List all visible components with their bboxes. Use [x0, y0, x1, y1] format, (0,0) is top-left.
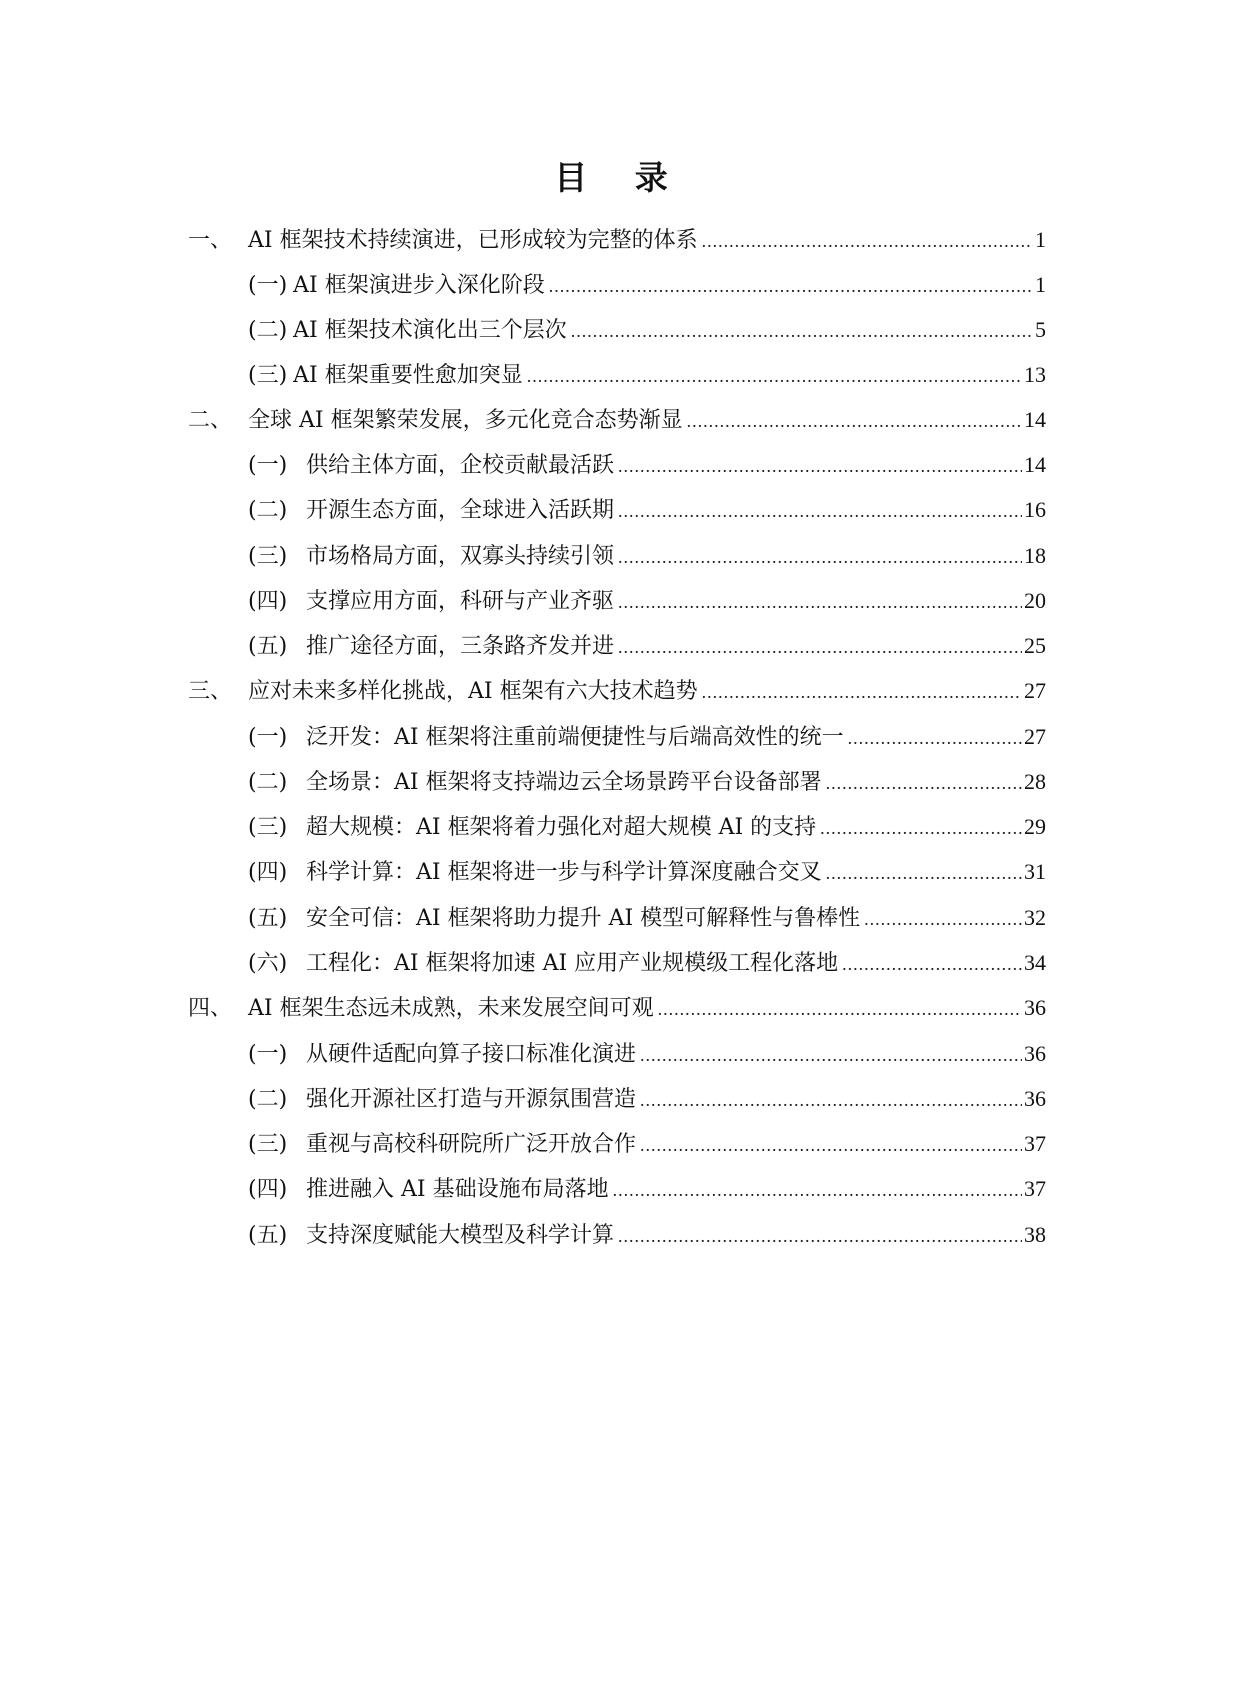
toc-entry-text: 安全可信：AI 框架将助力提升 AI 模型可解释性与鲁棒性 [306, 906, 861, 931]
dot-leader [618, 1220, 1022, 1252]
toc-entry-number: (三) [248, 1132, 288, 1157]
toc-entry-text: 泛开发：AI 框架将注重前端便捷性与后端高效性的统一 [306, 725, 844, 750]
toc-entry-number: (三) [248, 544, 288, 569]
toc-entry-number: (一) [248, 273, 288, 298]
toc-entry-1-1[interactable] [248, 269, 1046, 301]
toc-entry-text: AI 框架技术演化出三个层次 [293, 318, 567, 343]
toc-entry-text: 全场景：AI 框架将支持端边云全场景跨平台设备部署 [306, 770, 822, 795]
dot-leader [842, 948, 1022, 980]
toc-entry-2-1[interactable] [248, 449, 1046, 481]
dot-leader [613, 1174, 1022, 1206]
toc-entry-number: (一) [248, 453, 288, 478]
toc-entry-text: 工程化：AI 框架将加速 AI 应用产业规模级工程化落地 [306, 951, 839, 976]
toc-entry-page: 37 [1024, 1176, 1046, 1201]
toc-entry-number: 二、 [188, 408, 233, 433]
dot-leader [826, 857, 1022, 889]
toc-entry-text: AI 框架重要性愈加突显 [293, 363, 523, 388]
dot-leader [640, 1084, 1022, 1116]
toc-entry-page: 5 [1035, 317, 1046, 342]
toc-entry-1[interactable] [188, 224, 1046, 256]
toc-entry-page: 16 [1024, 497, 1046, 522]
toc-entry-text: AI 框架演进步入深化阶段 [293, 273, 545, 298]
toc-entry-text: 支持深度赋能大模型及科学计算 [306, 1223, 615, 1248]
toc-entry-text: 从硬件适配向算子接口标准化演进 [306, 1042, 637, 1067]
dot-leader [640, 1039, 1022, 1071]
toc-entry-1-3[interactable] [248, 359, 1046, 391]
toc-entry-number: (三) [248, 815, 288, 840]
toc-entry-page: 37 [1024, 1131, 1046, 1156]
dot-leader [618, 450, 1022, 482]
toc-entry-page: 29 [1024, 814, 1046, 839]
toc-entry-page: 36 [1024, 995, 1046, 1020]
toc-entry-text: 科学计算：AI 框架将进一步与科学计算深度融合交叉 [306, 860, 822, 885]
dot-leader [848, 722, 1022, 754]
dot-leader [702, 225, 1033, 257]
toc-entry-number: (二) [248, 318, 288, 343]
toc-entry-number: (五) [248, 1223, 288, 1248]
toc-entry-page: 32 [1024, 905, 1046, 930]
toc-entry-number: 四、 [188, 996, 233, 1021]
toc-entry-number: (二) [248, 1087, 288, 1112]
toc-entry-number: (一) [248, 725, 288, 750]
toc-entry-number: (五) [248, 906, 288, 931]
dot-leader [640, 1129, 1022, 1161]
toc-entry-2[interactable] [188, 404, 1046, 436]
toc-entry-text: 开源生态方面，全球进入活跃期 [306, 498, 615, 523]
toc-entry-number: 三、 [188, 679, 233, 704]
dot-leader [864, 903, 1022, 935]
toc-entry-number: (二) [248, 770, 288, 795]
toc-entry-page: 27 [1024, 678, 1046, 703]
toc-entry-text: AI 框架技术持续演进，已形成较为完整的体系 [248, 228, 698, 253]
dot-leader [826, 767, 1022, 799]
toc-entry-4-5[interactable] [248, 1219, 1046, 1251]
toc-entry-4-1[interactable] [248, 1038, 1046, 1070]
toc-entry-text: 应对未来多样化挑战，AI 框架有六大技术趋势 [248, 679, 698, 704]
toc-entry-3-6[interactable] [248, 947, 1046, 979]
toc-entry-page: 31 [1024, 859, 1046, 884]
toc-entry-page: 14 [1024, 452, 1046, 477]
toc-entry-3-1[interactable] [248, 721, 1046, 753]
dot-leader [527, 360, 1022, 392]
dot-leader [820, 812, 1022, 844]
page-title: 目 录 [554, 158, 686, 197]
toc-entry-number: (三) [248, 363, 288, 388]
dot-leader [702, 676, 1022, 708]
toc-entry-page: 13 [1024, 362, 1046, 387]
toc-entry-text: 强化开源社区打造与开源氛围营造 [306, 1087, 637, 1112]
toc-entry-text: 全球 AI 框架繁荣发展，多元化竞合态势渐显 [248, 408, 683, 433]
toc-entry-1-2[interactable] [248, 314, 1046, 346]
toc-entry-4-3[interactable] [248, 1128, 1046, 1160]
toc-entry-text: 供给主体方面，企校贡献最活跃 [306, 453, 615, 478]
toc-entry-3-5[interactable] [248, 902, 1046, 934]
dot-leader [618, 541, 1022, 573]
toc-entry-text: AI 框架生态远未成熟，未来发展空间可观 [248, 996, 654, 1021]
toc-entry-number: 一、 [188, 228, 233, 253]
toc-entry-page: 36 [1024, 1041, 1046, 1066]
dot-leader [571, 315, 1033, 347]
dot-leader [618, 586, 1022, 618]
toc-entry-3-3[interactable] [248, 811, 1046, 843]
toc-entry-text: 推广途径方面，三条路齐发并进 [306, 634, 615, 659]
toc-entry-number: (四) [248, 860, 288, 885]
toc-entry-4-2[interactable] [248, 1083, 1046, 1115]
toc-entry-page: 34 [1024, 950, 1046, 975]
toc-entry-number: (五) [248, 634, 288, 659]
toc-entry-number: (四) [248, 1177, 288, 1202]
toc-entry-text: 支撑应用方面，科研与产业齐驱 [306, 589, 615, 614]
toc-entry-text: 重视与高校科研院所广泛开放合作 [306, 1132, 637, 1157]
toc-entry-page: 25 [1024, 633, 1046, 658]
toc-entry-page: 14 [1024, 407, 1046, 432]
toc-entry-page: 38 [1024, 1222, 1046, 1247]
toc-entry-number: (二) [248, 498, 288, 523]
toc-entry-2-4[interactable] [248, 585, 1046, 617]
toc-entry-2-3[interactable] [248, 540, 1046, 572]
dot-leader [658, 993, 1022, 1025]
toc-entry-text: 市场格局方面，双寡头持续引领 [306, 544, 615, 569]
toc-entry-page: 18 [1024, 543, 1046, 568]
toc-entry-page: 36 [1024, 1086, 1046, 1111]
dot-leader [618, 631, 1022, 663]
toc-entry-page: 27 [1024, 724, 1046, 749]
toc-entry-4-4[interactable] [248, 1173, 1046, 1205]
toc-entry-number: (六) [248, 951, 288, 976]
toc-entry-number: (一) [248, 1042, 288, 1067]
toc-entry-3-4[interactable] [248, 856, 1046, 888]
dot-leader [687, 405, 1022, 437]
toc-entry-2-5[interactable] [248, 630, 1046, 662]
toc-entry-3-2[interactable] [248, 766, 1046, 798]
toc-entry-4[interactable] [188, 992, 1046, 1024]
toc-entry-page: 20 [1024, 588, 1046, 613]
toc-entry-2-2[interactable] [248, 494, 1046, 526]
toc-entry-text: 推进融入 AI 基础设施布局落地 [306, 1177, 609, 1202]
dot-leader [618, 495, 1022, 527]
toc-entry-page: 1 [1035, 272, 1046, 297]
toc-entry-number: (四) [248, 589, 288, 614]
dot-leader [549, 270, 1033, 302]
toc-entry-text: 超大规模：AI 框架将着力强化对超大规模 AI 的支持 [306, 815, 817, 840]
toc-entry-3[interactable] [188, 675, 1046, 707]
toc-entry-page: 28 [1024, 769, 1046, 794]
toc-entry-page: 1 [1035, 227, 1046, 252]
